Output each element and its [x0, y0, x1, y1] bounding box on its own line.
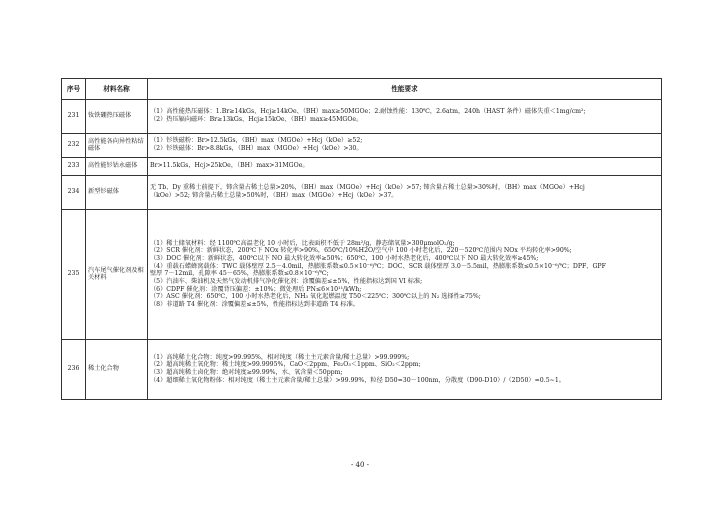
- requirement-line: （1）稀土储氧材料：经 1100℃高温老化 10 小时后，比表面积不低于 28m²/g，静态储氧量>300μmolO₂/g;: [150, 239, 455, 247]
- requirement-line: （4）重载石蜡蜂窝载体：TWC 载体壁厚 2.5－4.0mil，热膨胀系数≤0.5×10⁻⁶/℃；DOC、SCR 载体壁厚 3.0－5.5mil，热膨胀系数≤0.5×10⁻⁶/℃；DPF、GPF: [150, 262, 606, 270]
- requirement-line: （3）DOC 催化剂：新鲜状态，400℃以下 NO 最大转化效率≥50%；650℃，100 小时水热老化后，400℃以下 NO 最大转化效率≥45%;: [150, 254, 539, 262]
- material-name: 新型钐磁体: [86, 176, 148, 210]
- requirement-line: （2）SCR 催化剂：新鲜状态，200℃下 NOx 转化率>90%，650℃/10%H2O/空气中 100 小时老化后，220－520℃范围内 NOx 平均转化率>90%;: [150, 247, 572, 255]
- table-body: [62, 100, 662, 400]
- material-name: 高性能各向异性粘结磁体: [86, 134, 148, 158]
- requirement-line: （1）钐铁磁粉：Br>12.5kGs，（BH）max（MGOe）+Hcj（kOe）≥52;: [150, 137, 363, 145]
- requirement-line: （3）超高纯稀土卤化物：绝对纯度≥99.99%，水、氧含量＜50ppm;: [150, 369, 343, 377]
- row-number: 236: [62, 340, 86, 400]
- requirement-line: （kOe）>52; 铈含量占稀土总量>50%时，（BH）max（MGOe）+Hcj（kOe）>37。: [150, 192, 398, 200]
- requirement-line: 无 Tb、Dy 重稀土前提下，铈含量占稀土总量>20%，（BH）max（MGOe）+Hcj（kOe）>57; 铈含量占稀土总量>30%时，（BH）max（MGOe）+Hcj: [150, 184, 585, 192]
- requirement-line: 壁厚 7－12mil，孔隙率 45－65%，热膨胀系数≤0.8×10⁻⁶/℃;: [150, 270, 329, 278]
- requirement-line: （5）汽油车、柴油机及天然气发动机排气净化催化剂：涂覆偏差≤±5%，性能指标达到国 VI 标准;: [150, 277, 423, 285]
- table-row: [62, 158, 662, 176]
- header-no: 序号: [62, 79, 86, 100]
- table-header-row: [62, 79, 662, 100]
- material-name: 高性能钐钴永磁体: [86, 158, 148, 176]
- requirement-line: （1）高性能热压磁体：1.Br≥14kGs、Hcj≥14kOe、（BH）max≥50MGOe；2.耐蚀性能：130℃，2.6atm，240h（HAST 条件）磁体失重＜1mg/cm²;: [150, 108, 586, 116]
- performance-requirements: [148, 100, 662, 134]
- table-row: [62, 176, 662, 210]
- spec-table: [61, 78, 662, 400]
- table-row: [62, 340, 662, 400]
- table-row: [62, 210, 662, 340]
- performance-requirements: [148, 158, 662, 176]
- requirement-line: （2）热压辐向磁环：Br≥13kGs、Hcj≥15kOe、（BH）max≥45MGOe。: [150, 116, 363, 124]
- requirement-line: （2）超高纯稀土氧化物：稀土纯度>99.9995%，CaO＜2ppm、Fe₂O₃＜1ppm、SiO₂＜2ppm;: [150, 361, 421, 369]
- page-number: - 40 -: [350, 461, 370, 469]
- row-number: 234: [62, 176, 86, 210]
- header-performance-requirements: 性能要求: [148, 79, 662, 100]
- requirement-line: （6）CDPF 催化剂：涂覆背压偏差：±10%；微处理后 PN≤6×10¹¹/kWh;: [150, 285, 362, 293]
- performance-requirements: [148, 134, 662, 158]
- requirement-line: （8）非道路 T4 催化剂：涂覆偏差≤±5%，性能指标达到非道路 T4 标准。: [150, 301, 359, 308]
- performance-requirements: [148, 176, 662, 210]
- row-number: 232: [62, 134, 86, 158]
- table-row: [62, 134, 662, 158]
- material-name: 稀土化合物: [86, 340, 148, 400]
- requirement-line: （2）钐铁磁体：Br>8.8kGs，（BH）max（MGOe）+Hcj（kOe）>30。: [150, 145, 363, 153]
- performance-requirements: [148, 210, 662, 340]
- table-row: [62, 100, 662, 134]
- header-material-name: 材料名称: [86, 79, 148, 100]
- requirement-line: （1）高纯稀土化合物：纯度>99.995%，相对纯度（稀土主元素含量/稀土总量）>99.999%;: [150, 353, 410, 361]
- material-name: 汽车尾气催化剂及相关材料: [86, 210, 148, 340]
- row-number: 231: [62, 100, 86, 134]
- requirement-line: （4）超细稀土氧化物粉体：相对纯度（稀土主元素含量/稀土总量）>99.99%，粒径 D50=30－100nm，分散度（D90-D10）/（2D50）=0.5~1。: [150, 376, 565, 384]
- requirement-line: （7）ASC 催化剂：650℃，100 小时水热老化后，NH₃ 氧化起燃温度 T50＜225℃；300℃以上的 N₂ 选择性≥75%;: [150, 293, 481, 301]
- row-number: 235: [62, 210, 86, 340]
- requirement-line: Br>11.5kGs，Hcj>25kOe，（BH）max>31MGOe。: [150, 162, 309, 170]
- material-name: 钕铁硼热压磁体: [86, 100, 148, 134]
- row-number: 233: [62, 158, 86, 176]
- performance-requirements: [148, 340, 662, 400]
